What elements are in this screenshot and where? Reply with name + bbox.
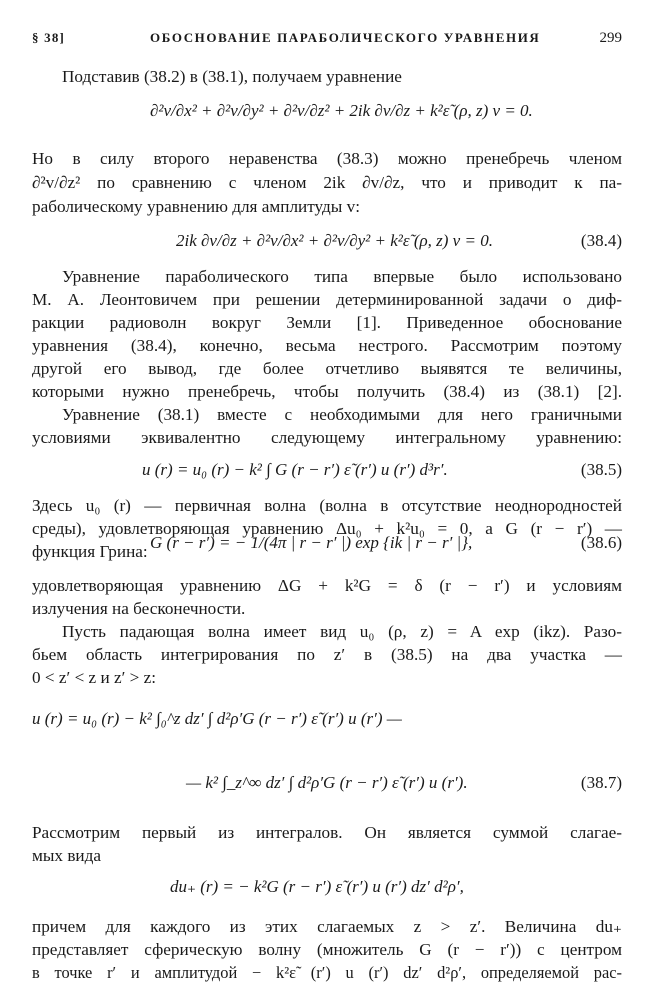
equation-38-4: 2ik ∂v/∂z + ∂²v/∂x² + ∂²v/∂y² + k²ε̃ (ρ, z) v = 0. <box>176 231 493 250</box>
section-mark: § 38] <box>32 30 66 45</box>
page-number: 299 <box>599 30 622 46</box>
equation-unnumbered: du₊ (r) = − k²G (r − r′) ε̃ (r′) u (r′) dz′ d²ρ′, <box>170 877 464 896</box>
text-line: Рассмотрим первый из интегралов. Он является суммой слагае- <box>32 823 622 842</box>
equation-unnumbered: ∂²v/∂x² + ∂²v/∂y² + ∂²v/∂z² + 2ik ∂v/∂z + k²ε̃ (ρ, z) v = 0. <box>150 101 533 120</box>
text-line: среды), удовлетворяющая уравнению Δu₀ + k²u₀ = 0, а G (r − r′) — <box>32 519 622 538</box>
text-line: Но в силу второго неравенства (38.3) можно пренебречь членом <box>32 149 622 168</box>
text-line: которыми нужно пренебречь, чтобы получить (38.4) из (38.1) [2]. <box>32 382 622 401</box>
equation-number: (38.6) <box>580 533 622 552</box>
chapter-title: ОБОСНОВАНИЕ ПАРАБОЛИЧЕСКОГО УРАВНЕНИЯ <box>150 30 541 45</box>
text-line: мых вида <box>32 846 102 865</box>
text-line: функция Грина: <box>32 542 148 561</box>
equation-number: (38.5) <box>580 460 622 479</box>
text-line: раболическому уравнению для амплитуды v: <box>32 197 360 216</box>
text-line: бьем область интегрирования по z′ в (38.5) на два участка — <box>32 645 622 664</box>
text-line: ∂²v/∂z² по сравнению с членом 2ik ∂v/∂z, что и приводит к па- <box>32 173 622 192</box>
running-header <box>32 30 622 52</box>
text-line: условиями эквивалентно следующему интегральному уравнению: <box>32 428 622 447</box>
text-line: другой его вывод, где более отчетливо выявятся те величины, <box>32 359 622 378</box>
text-line: М. А. Леонтовичем при решении детерминированной задачи о диф- <box>32 290 622 309</box>
text-line: Пусть падающая волна имеет вид u₀ (ρ, z) = A exp (ikz). Разо- <box>62 622 622 641</box>
text-line: уравнения (38.4), конечно, весьма нестрого. Рассмотрим поэтому <box>32 336 622 355</box>
equation-38-6: G (r − r′) = − 1/(4π | r − r′ |) exp {ik | r − r′ |}, <box>150 533 473 552</box>
equation-38-7-line-2: — k² ∫_z^∞ dz′ ∫ d²ρ′G (r − r′) ε̃ (r′) u (r′). <box>186 773 468 792</box>
text-line: Здесь u₀ (r) — первичная волна (волна в отсутствие неоднородностей <box>32 496 622 515</box>
equation-number: (38.4) <box>580 231 622 250</box>
text-line: излучения на бесконечности. <box>32 599 246 618</box>
text-line: Подставив (38.2) в (38.1), получаем уравнение <box>62 67 402 86</box>
text-line: представляет сферическую волну (множитель G (r − r′)) с центром <box>32 940 622 959</box>
equation-number: (38.7) <box>580 773 622 792</box>
text-line: Уравнение (38.1) вместе с необходимыми для него граничными <box>62 405 622 424</box>
text-line: удовлетворяющая уравнению ΔG + k²G = δ (r − r′) и условиям <box>32 576 622 595</box>
text-line: в точке r′ и амплитудой − k²ε̃ (r′) u (r′) dz′ d²ρ′, определяемой рас- <box>32 963 622 982</box>
text-line: ракции радиоволн вокруг Земли [1]. Приведенное обоснование <box>32 313 622 332</box>
text-line: причем для каждого из этих слагаемых z > z′. Величина du₊ <box>32 917 622 936</box>
text-line: Уравнение параболического типа впервые было использовано <box>62 267 622 286</box>
equation-38-5: u (r) = u₀ (r) − k² ∫ G (r − r′) ε̃ (r′) u (r′) d³r′. <box>142 460 448 479</box>
equation-38-7-line-1: u (r) = u₀ (r) − k² ∫₀^z dz′ ∫ d²ρ′G (r − r′) ε̃ (r′) u (r′) — <box>32 709 402 728</box>
text-line: 0 < z′ < z и z′ > z: <box>32 668 157 687</box>
